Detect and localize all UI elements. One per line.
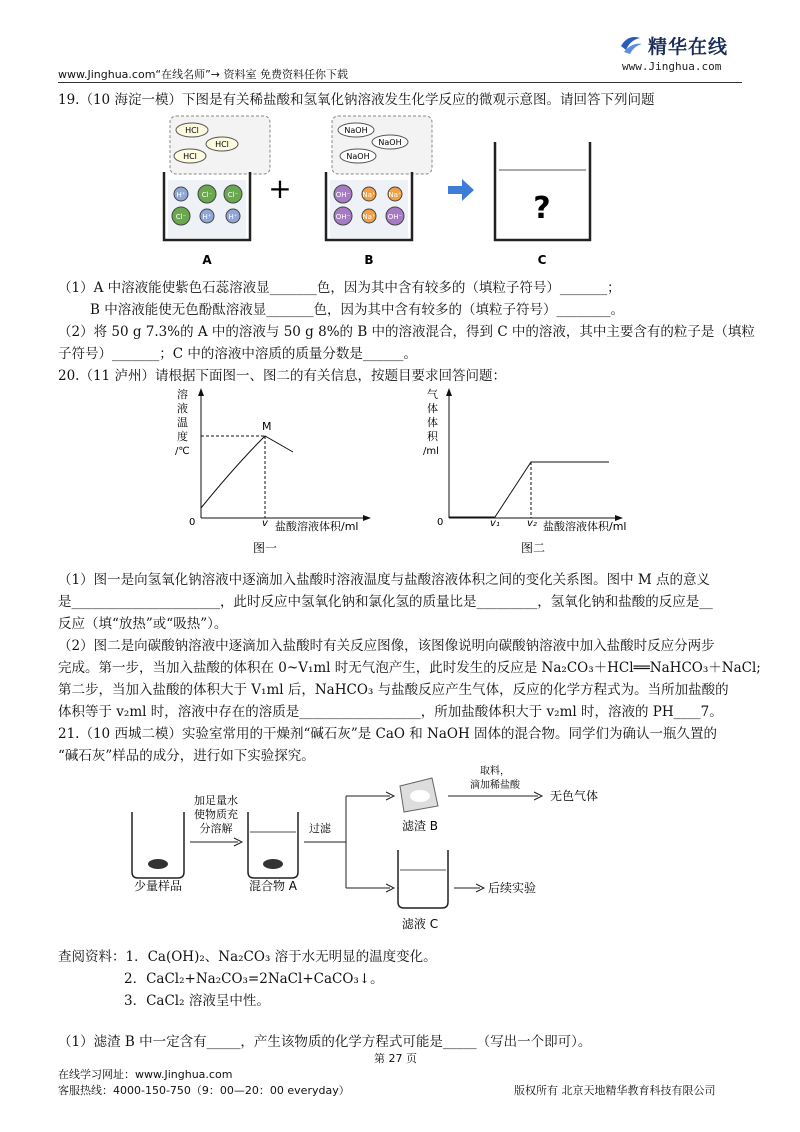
q20-p1-line3: 反应（填“放热”或“吸热”）。 — [58, 616, 228, 632]
question-mark: ? — [533, 191, 551, 226]
chart-1 — [175, 387, 371, 555]
logo-text: 精华在线 — [648, 36, 729, 58]
ion-label: Na⁺ — [388, 191, 402, 199]
molecule-label: NaOH — [344, 126, 368, 135]
q20-p2-line3: 第二步，当加入盐酸的体积大于 V₁ml 后，NaHCO₃ 与盐酸反应产生气体，反应的化学方程式为。当所加盐酸的 — [58, 682, 729, 698]
q21-ref-1: 查阅资料：1．Ca(OH)₂、Na₂CO₃ 溶于水无明显的温度变化。 — [58, 949, 437, 965]
footer-copyright: 版权所有 北京天地精华教育科技有限公司 — [514, 1084, 716, 1097]
ion-label: H⁺ — [202, 213, 212, 221]
q20-p1-line2: 是______________________，此时反应中氢氧化钠和氯化氢的质量比是_________，氢氧化钠和盐酸的反应是__ — [58, 594, 713, 610]
ion-label: Cl⁻ — [201, 191, 213, 199]
chart-2 — [423, 387, 626, 555]
chart2-origin: 0 — [437, 517, 444, 528]
ion-label: Cl⁻ — [175, 213, 187, 221]
beaker-c — [495, 142, 590, 267]
header-divider — [58, 82, 742, 83]
chart2-xlabel: 盐酸溶液体积/ml — [543, 520, 627, 533]
q21-ref-2: 2．CaCl₂+Na₂CO₃=2NaCl+CaCO₃↓。 — [124, 971, 384, 987]
mixture-beaker — [248, 812, 298, 893]
q19-p2-line2: 子符号）_______；C 中的溶液中溶质的质量分数是______。 — [58, 346, 417, 362]
molecule-label: HCl — [183, 152, 197, 161]
step1-text: 加足量水 — [194, 794, 238, 807]
sample-label: 少量样品 — [133, 879, 183, 893]
mixture-label: 混合物 A — [248, 879, 298, 893]
beaker-a — [164, 116, 270, 267]
q21-title-line2: “碱石灰”样品的成分，进行如下实验探究。 — [58, 748, 315, 764]
footer-hotline: 客服热线：4000-150-750（9：00—20：00 everyday） — [58, 1084, 350, 1097]
step1-text: 使物质充 — [194, 808, 238, 821]
filtrate-label: 滤液 C — [401, 917, 439, 931]
chart2-ylabel: /ml — [423, 446, 439, 457]
q20-p2-line2: 完成。第一步，当加入盐酸的体积在 0~V₁ml 时无气泡产生，此时发生的反应是 Na₂CO₃＋HCl══NaHCO₃＋NaCl; — [58, 660, 761, 676]
sample-beaker — [132, 812, 184, 893]
chart1-ylabel: 液 — [177, 402, 188, 415]
q21-ref-3: 3．CaCl₂ 溶液呈中性。 — [124, 993, 270, 1009]
ion-label: OH⁻ — [335, 191, 351, 199]
logo-url: www.Jinghua.com — [622, 60, 722, 73]
filtrate-beaker — [398, 850, 448, 931]
chart2-v1-label: v₁ — [490, 518, 500, 529]
follow-label: 后续实验 — [488, 881, 537, 895]
chart2-ylabel: 体 — [427, 402, 438, 415]
chart1-v-label: v — [262, 518, 268, 529]
q19-p1-line2: B 中溶液能使无色酚酞溶液显_______色，因为其中含有较多的（填粒子符号）________。 — [90, 302, 624, 318]
q21-q1: （1）滤渣 B 中一定含有_____，产生该物质的化学方程式可能是_____（写出一个即可）。 — [58, 1034, 592, 1050]
q20-p2-line4: 体积等于 v₂ml 时，溶液中存在的溶质是__________________，所加盐酸体积大于 v₂ml 时，溶液的 PH____7。 — [58, 704, 723, 720]
ion-label: OH⁻ — [387, 213, 403, 221]
molecule-label: NaOH — [346, 152, 370, 161]
chart2-caption: 图二 — [520, 541, 546, 555]
q20-p1-line1: （1）图一是向氢氧化钠溶液中逐滴加入盐酸时溶液温度与盐酸溶液体积之间的变化关系图。图中 M 点的意义 — [58, 572, 710, 588]
q21-title: 21.（10 西城二模）实验室常用的干燥剂“碱石灰”是 CaO 和 NaOH 固体的混合物。同学们为确认一瓶久置的 — [58, 726, 718, 742]
ion-label: Na⁺ — [362, 191, 376, 199]
q21-flow-diagram — [120, 760, 660, 938]
molecule-label: HCl — [215, 140, 229, 149]
molecule-label: NaOH — [378, 138, 402, 147]
beaker-b — [326, 116, 432, 267]
chart2-ylabel: 气 — [427, 388, 438, 401]
chart2-ylabel: 体 — [427, 416, 438, 429]
plus-sign: + — [268, 172, 292, 205]
q19-title: 19.（10 海淀一模）下图是有关稀盐酸和氢氧化钠溶液发生化学反应的微观示意图。请回答下列问题 — [58, 92, 655, 108]
ion-label: Na⁺ — [362, 213, 376, 221]
chart1-caption: 图一 — [252, 541, 278, 555]
q20-title: 20.（11 泸州）请根据下面图一、图二的有关信息，按题目要求回答问题： — [58, 368, 506, 384]
residue-paper — [400, 778, 438, 833]
step2-text: 取料， — [480, 766, 510, 777]
ion-label: H⁺ — [176, 191, 186, 199]
chart1-origin: 0 — [189, 517, 196, 528]
step1-text: 分溶解 — [199, 822, 233, 835]
filter-label: 过滤 — [309, 822, 331, 835]
ion-label: H⁺ — [228, 213, 238, 221]
beaker-c-label: C — [537, 253, 547, 267]
gas-label: 无色气体 — [550, 789, 599, 803]
logo-icon — [618, 32, 644, 56]
q20-p2-line1: （2）图二是向碳酸钠溶液中逐滴加入盐酸时有关反应图像，该图像说明向碳酸钠溶液中加入盐酸时反应分两步 — [58, 638, 715, 654]
reaction-arrow — [448, 179, 474, 201]
chart1-xlabel: 盐酸溶液体积/ml — [275, 520, 359, 533]
q19-p2-line1: （2）将 50 g 7.3%的 A 中的溶液与 50 g 8%的 B 中的溶液混合，得到 C 中的溶液，其中主要含有的粒子是（填粒 — [58, 324, 755, 340]
residue-label: 滤渣 B — [401, 819, 439, 833]
step2-text: 滴加稀盐酸 — [470, 780, 520, 791]
footer-site[interactable]: 在线学习网址：www.Jinghua.com — [58, 1068, 233, 1081]
molecule-label: HCl — [185, 126, 199, 135]
q19-figure — [150, 112, 600, 274]
chart1-ylabel: /℃ — [175, 446, 190, 457]
watermark: ​ — [100, 161, 140, 185]
beaker-b-label: B — [364, 253, 374, 267]
chart1-ylabel: 溶 — [177, 388, 188, 401]
chart1-ylabel: 温 — [177, 416, 188, 429]
chart1-ylabel: 度 — [177, 430, 188, 443]
ion-label: OH⁻ — [335, 213, 351, 221]
ion-label: Cl⁻ — [227, 191, 239, 199]
chart2-v2-label: v₂ — [527, 518, 537, 529]
header-links[interactable]: www.Jinghua.com“在线名师”→ 资料室 免费资料任你下载 — [58, 68, 349, 81]
q20-charts — [165, 386, 645, 558]
page-number: 第 27 页 — [374, 1052, 417, 1065]
chart2-ylabel: 积 — [427, 430, 438, 443]
beaker-a-label: A — [202, 253, 212, 267]
q19-p1-line1: （1）A 中溶液能使紫色石蕊溶液显_______色，因为其中含有较多的（填粒子符号）_______； — [58, 280, 621, 296]
chart1-peak-label: M — [262, 420, 272, 433]
